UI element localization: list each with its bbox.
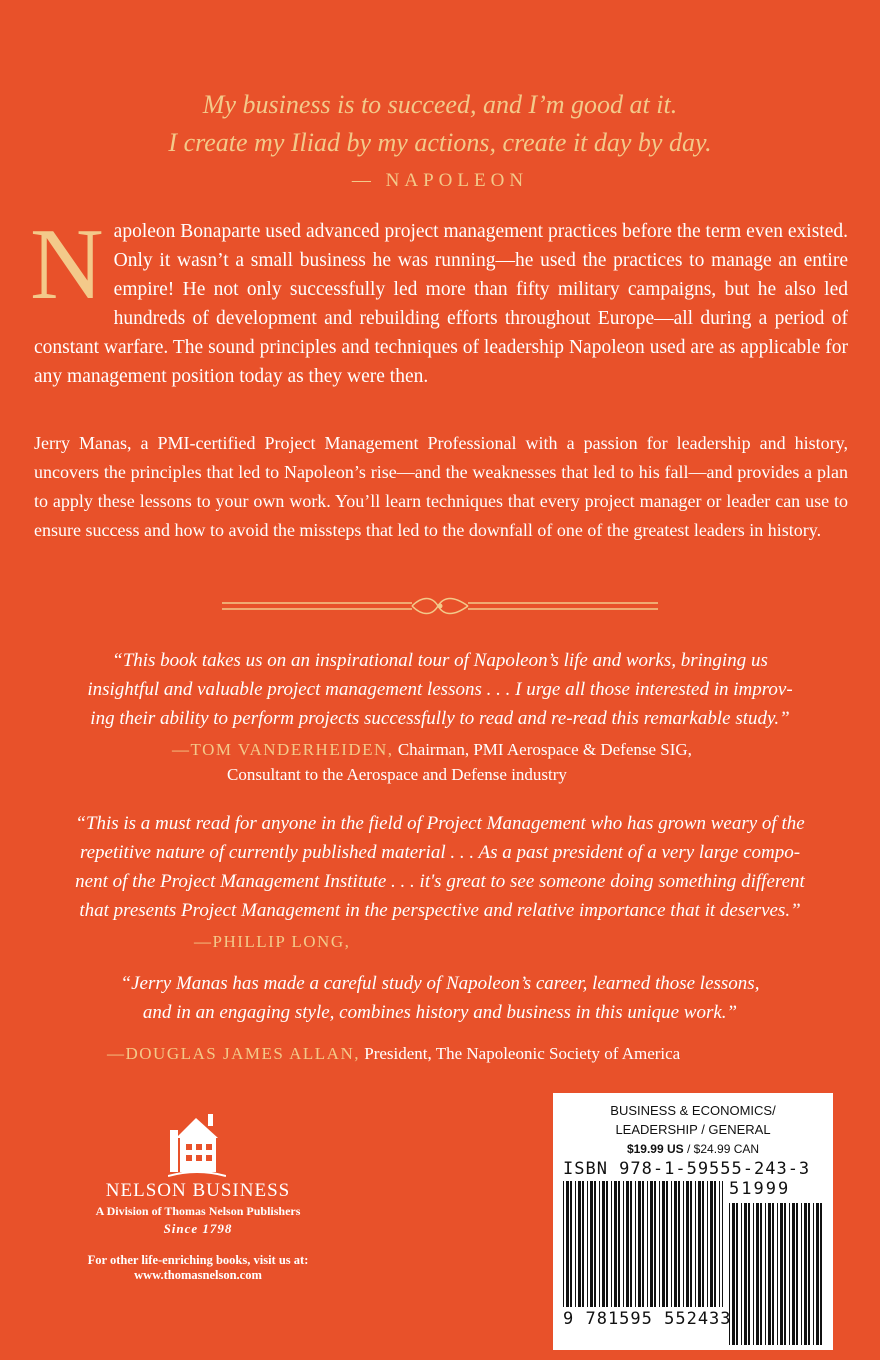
quote-line: insightful and valuable project management lessons . . . I urge all those interested in improv- [87, 679, 793, 700]
publisher-house-logo-icon [168, 1110, 226, 1180]
description-paragraph-1 [30, 208, 848, 391]
description-text-1: apoleon Bonaparte used advanced project management practices before the term even existed. Only it wasn’t a small business he was running—he used the practices to manage an entire empire! He not only successfully led more than fifty military campaigns, but he also led hundreds of development and rebuilding efforts throughout Europe—all during a period of constant warfare. The sound principles and techniques of leadership Napoleon used are as applicable for any management position today as they were then. [34, 221, 848, 387]
review-quote-3 [0, 969, 880, 1027]
epigraph-line-1: My business is to succeed, and I’m good at it. [202, 90, 678, 119]
description-paragraph-2: Jerry Manas, a PMI-certified Project Management Professional with a passion for leadership and history, uncovers the principles that led to Napoleon’s rise—and the weaknesses that led to his fall—and provides a plan to apply these lessons to your own work. You’ll learn techniques that every project manager or leader can use to ensure success and how to avoid the missteps that led to the downfall of one of the greatest leaders in history. [34, 433, 848, 540]
category-line-1: BUSINESS & ECONOMICS/ [610, 1103, 776, 1118]
quote-line: “Jerry Manas has made a careful study of Napoleon’s career, learned those lessons, [120, 973, 760, 994]
publisher-visit-text: For other life-enriching books, visit us at: [87, 1253, 309, 1267]
price-us: $19.99 US [626, 1142, 684, 1156]
publisher-division: A Division of Thomas Nelson Publishers [95, 1204, 301, 1218]
review-quote-1 [0, 646, 880, 733]
reviewer-name: —DOUGLAS JAMES ALLAN, [107, 1044, 360, 1063]
review-attribution-1 [172, 737, 692, 762]
price-can: / $24.99 CAN [683, 1142, 760, 1156]
review-attribution-2 [194, 929, 350, 954]
review-quote-2 [0, 809, 880, 925]
barcode-addon-digits: 51999 [729, 1179, 791, 1199]
publisher-since: Since 1798 [163, 1221, 233, 1236]
quote-line: repetitive nature of currently published material . . . As a past president of a very large compo- [79, 842, 801, 863]
quote-line: and in an engaging style, combines history and business in this unique work.” [142, 1002, 738, 1023]
isbn-text: ISBN 978-1-59555-243-3 [563, 1159, 811, 1179]
barcode-panel [553, 1093, 833, 1350]
quote-line: that presents Project Management in the perspective and relative importance that it deserves.” [79, 900, 801, 921]
publisher-block [66, 1108, 330, 1283]
drop-cap: N [30, 208, 104, 321]
epigraph-line-2: I create my Iliad by my actions, create it day by day. [168, 128, 712, 157]
reviewer-title: President, The Napoleonic Society of America [359, 1044, 681, 1063]
quote-line: nent of the Project Management Institute . . . it's great to see someone doing something different [75, 871, 805, 892]
ornamental-divider [222, 594, 658, 620]
quote-line: “This book takes us on an inspirational tour of Napoleon’s life and works, bringing us [112, 650, 768, 671]
publisher-name: NELSON BUSINESS [105, 1180, 291, 1201]
reviewer-name: —PHILLIP LONG, [194, 932, 351, 951]
quote-line: “This is a must read for anyone in the field of Project Management who has grown weary of the [75, 813, 805, 834]
reviewer-name: —TOM VANDERHEIDEN, [172, 740, 394, 759]
publisher-url: www.thomasnelson.com [134, 1268, 262, 1282]
category-line-2: LEADERSHIP / GENERAL [615, 1122, 771, 1137]
review-attribution-3 [107, 1041, 680, 1066]
epigraph-attribution: — NAPOLEON [351, 170, 529, 191]
reviewer-title: Chairman, PMI Aerospace & Defense SIG, [393, 740, 692, 759]
barcode-digits: 9 781595 552433 [563, 1309, 732, 1329]
reviewer-title-2: Consultant to the Aerospace and Defense industry [227, 765, 567, 784]
quote-line: ing their ability to perform projects successfully to read and re-read this remarkable study.” [90, 708, 790, 729]
